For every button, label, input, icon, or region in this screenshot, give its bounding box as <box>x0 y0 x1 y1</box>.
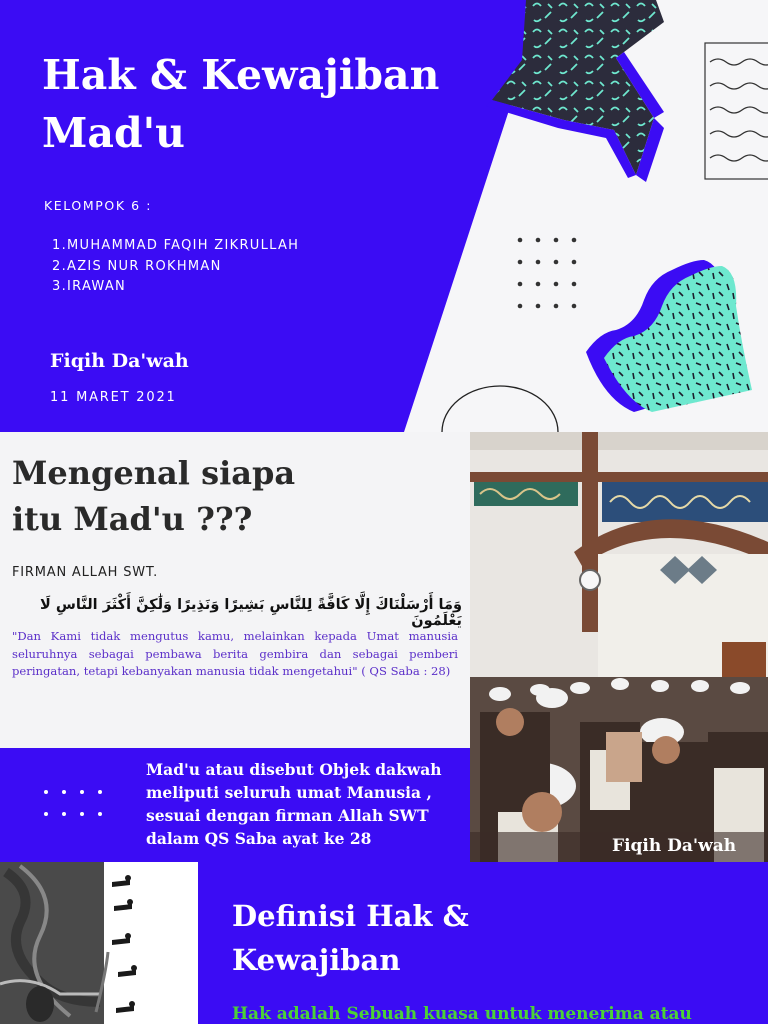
mosque-congregation-photo <box>470 432 768 862</box>
presentation-date: 11 MARET 2021 <box>50 390 177 405</box>
arabic-verse: وَمَا أَرْسَلْنَاكَ إِلَّا كَافَّةً لِلنَّاسِ بَشِيرًا وَنَذِيرًا وَلَٰكِنَّ أَكْثَرَ النَّاسِ لَا يَعْلَمُونَ <box>40 597 462 629</box>
member-item: 2.AZIS NUR ROKHMAN <box>52 258 222 274</box>
dot-row-decoration <box>38 784 118 822</box>
intro-title-line1: Mengenal siapa <box>12 454 296 492</box>
definisi-title-line2: Kewajiban <box>232 943 401 977</box>
half-circle-decoration <box>440 384 560 432</box>
photo-caption: Fiqih Da'wah <box>612 836 737 856</box>
intro-title <box>12 450 295 542</box>
madu-description: Mad'u atau disebut Objek dakwah meliputi seluruh umat Manusia , sesuai dengan firman Allah SWT dalam QS Saba ayat ke 28 <box>146 760 442 848</box>
course-name: Fiqih Da'wah <box>50 350 189 372</box>
verse-translation: "Dan Kami tidak mengutus kamu, melainkan kepada Umat manusia seluruhnya sebagai pembawa berita gembira dan sebagai pemberi peringatan, tetapi kebanyakan manusia tidak mengetahui" ( QS Saba : 28) <box>12 629 458 678</box>
member-item: 1.MUHAMMAD FAQIH ZIKRULLAH <box>52 238 300 253</box>
hak-definition-text: Hak adalah Sebuah kuasa untuk menerima atau <box>232 1004 692 1024</box>
definisi-title-line1: Definisi Hak & <box>232 899 469 933</box>
cover-title <box>42 46 492 162</box>
cover-title-line1: Hak & Kewajiban <box>42 51 440 99</box>
intro-title-line2: itu Mad'u ??? <box>12 500 253 538</box>
mint-wave-decoration <box>584 240 754 415</box>
wave-lines-box <box>704 42 768 182</box>
group-label: KELOMPOK 6 : <box>44 198 153 213</box>
cover-title-line2: Mad'u <box>42 109 185 157</box>
chain-climbers-illustration <box>0 862 198 1024</box>
dot-grid-decoration <box>512 232 592 314</box>
zigzag-pattern-decoration <box>478 0 678 190</box>
member-list <box>52 236 299 298</box>
member-item: 3.IRAWAN <box>52 279 127 294</box>
firman-label: FIRMAN ALLAH SWT. <box>12 565 159 580</box>
definisi-title <box>232 894 469 982</box>
